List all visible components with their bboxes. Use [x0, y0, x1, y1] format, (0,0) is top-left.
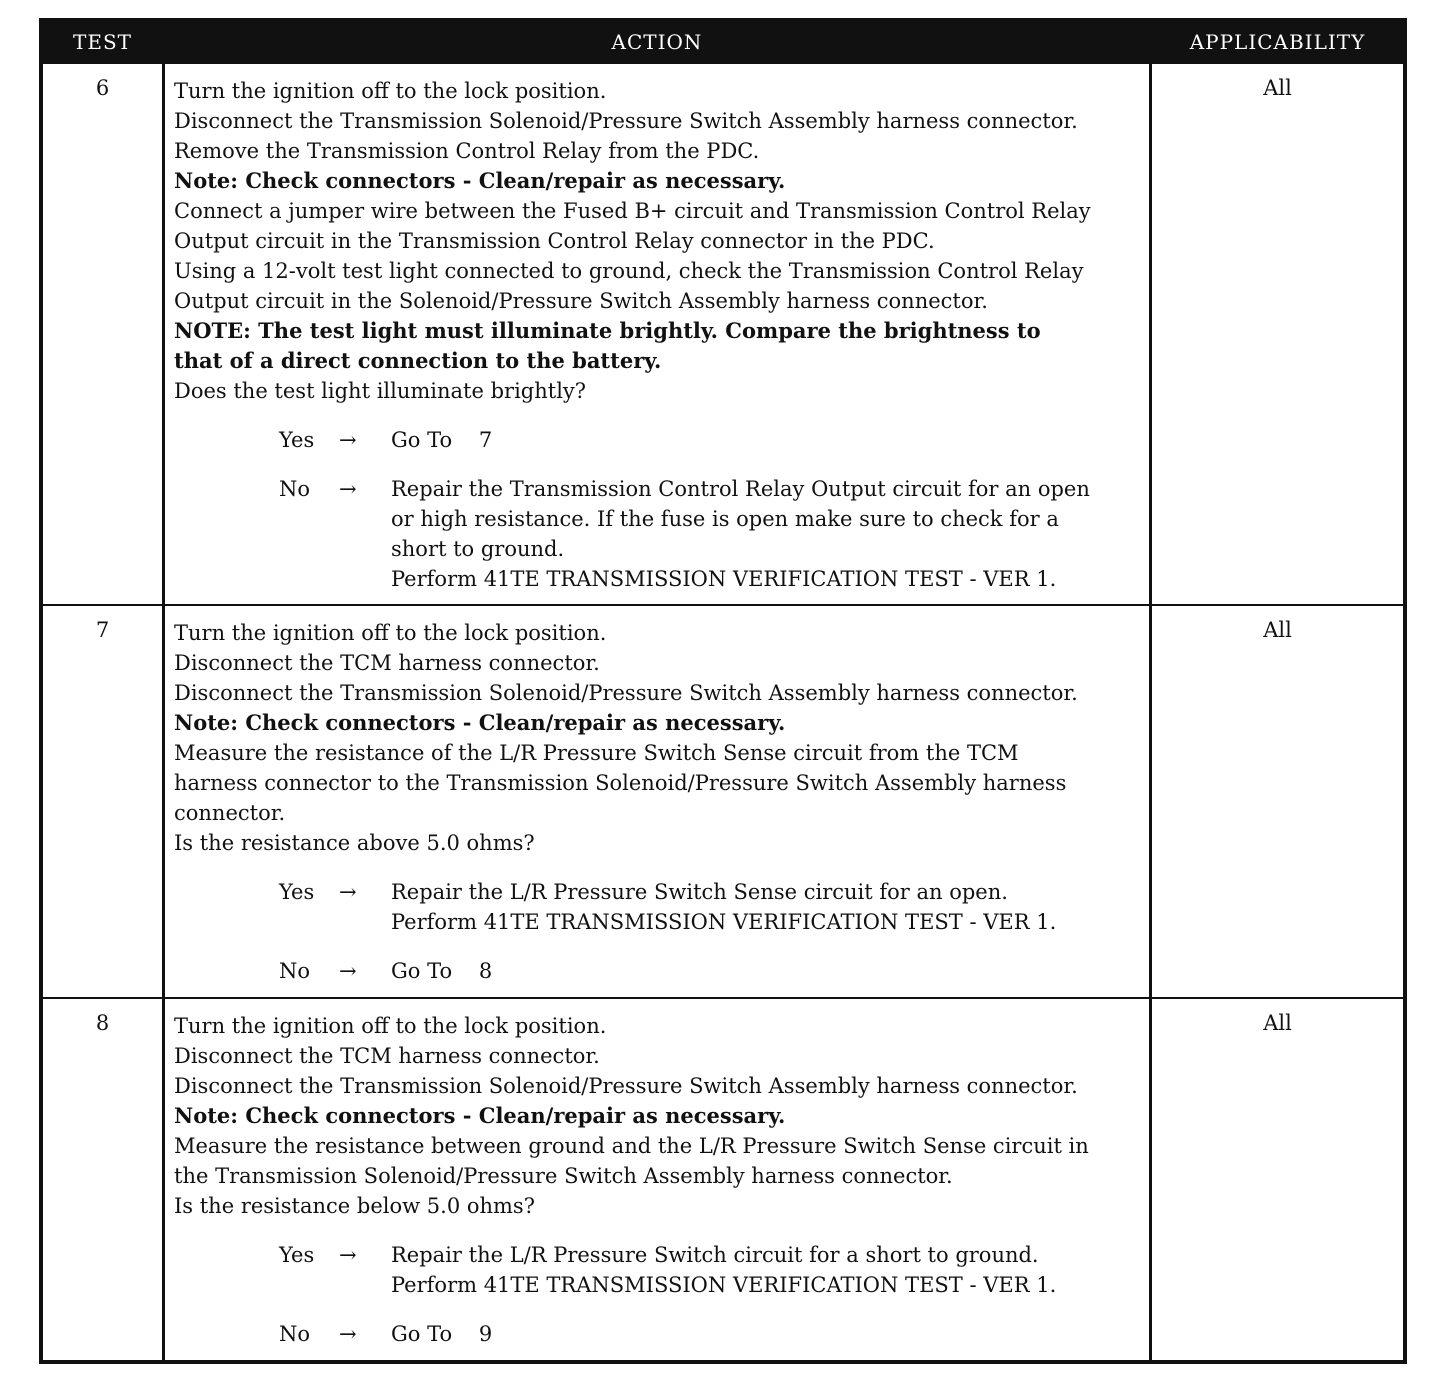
action-line: Measure the resistance between ground and the L/R Pressure Switch Sense circuit in: [174, 1134, 1089, 1158]
action-cell: [162, 999, 1152, 1360]
action-line: Turn the ignition off to the lock position.: [174, 621, 607, 645]
action-line: the Transmission Solenoid/Pressure Switch Assembly harness connector.: [174, 1164, 953, 1188]
outcome-line: or high resistance. If the fuse is open make sure to check for a: [391, 507, 1059, 531]
note-line: Note: Check connectors - Clean/repair as necessary.: [174, 168, 786, 193]
no-outcome: [391, 956, 1143, 986]
table-row: [43, 604, 1403, 997]
note-line: Note: Check connectors - Clean/repair as necessary.: [174, 710, 786, 735]
arrow-icon: →: [339, 959, 357, 983]
outcome-line: Perform 41TE TRANSMISSION VERIFICATION TEST - VER 1.: [391, 1273, 1057, 1297]
action-line: Disconnect the TCM harness connector.: [174, 651, 600, 675]
arrow-icon: →: [339, 477, 357, 501]
question-line: Does the test light illuminate brightly?: [174, 379, 587, 403]
note-line: NOTE: The test light must illuminate brightly. Compare the brightness to: [174, 318, 1041, 343]
yes-result: [174, 1240, 1143, 1300]
yes-outcome: [391, 425, 1143, 455]
action-line: Turn the ignition off to the lock position.: [174, 79, 607, 103]
outcome-line: Perform 41TE TRANSMISSION VERIFICATION TEST - VER 1.: [391, 567, 1057, 591]
yes-outcome: [391, 877, 1143, 937]
header-action: ACTION: [611, 30, 703, 54]
note-line: that of a direct connection to the battery.: [174, 348, 662, 373]
yes-label: Yes: [279, 880, 315, 904]
action-line: Remove the Transmission Control Relay from the PDC.: [174, 139, 760, 163]
action-cell: [162, 606, 1152, 997]
arrow-icon: →: [339, 880, 357, 904]
no-outcome: [391, 1319, 1143, 1349]
action-line: Output circuit in the Transmission Control Relay connector in the PDC.: [174, 229, 935, 253]
no-result: [174, 956, 1143, 986]
outcome-line: Repair the L/R Pressure Switch Sense circuit for an open.: [391, 880, 1008, 904]
action-line: Disconnect the TCM harness connector.: [174, 1044, 600, 1068]
yes-result: [174, 877, 1143, 937]
question-line: Is the resistance below 5.0 ohms?: [174, 1194, 535, 1218]
question-line: Is the resistance above 5.0 ohms?: [174, 831, 535, 855]
action-line: Connect a jumper wire between the Fused B+ circuit and Transmission Control Relay: [174, 199, 1091, 223]
table-header: [43, 22, 1403, 62]
arrow-icon: →: [339, 1243, 357, 1267]
outcome-line: Repair the L/R Pressure Switch circuit for a short to ground.: [391, 1243, 1039, 1267]
action-line: Measure the resistance of the L/R Pressure Switch Sense circuit from the TCM: [174, 741, 1019, 765]
outcome-line: Go To 8: [391, 959, 493, 983]
yes-label: Yes: [279, 428, 315, 452]
action-line: Disconnect the Transmission Solenoid/Pressure Switch Assembly harness connector.: [174, 1074, 1078, 1098]
yes-label: Yes: [279, 1243, 315, 1267]
action-line: Disconnect the Transmission Solenoid/Pressure Switch Assembly harness connector.: [174, 681, 1078, 705]
applicability: All: [1263, 618, 1292, 642]
arrow-icon: →: [339, 1322, 357, 1346]
no-label: No: [279, 477, 311, 501]
note-line: Note: Check connectors - Clean/repair as necessary.: [174, 1103, 786, 1128]
action-cell: [162, 64, 1152, 604]
applicability: All: [1263, 1011, 1292, 1035]
action-line: Disconnect the Transmission Solenoid/Pressure Switch Assembly harness connector.: [174, 109, 1078, 133]
action-line: Using a 12-volt test light connected to ground, check the Transmission Control Relay: [174, 259, 1084, 283]
table-row: [43, 62, 1403, 604]
no-label: No: [279, 959, 311, 983]
diagnostic-table: [39, 18, 1407, 1364]
yes-outcome: [391, 1240, 1143, 1300]
arrow-icon: →: [339, 428, 357, 452]
no-outcome: [391, 474, 1143, 594]
no-label: No: [279, 1322, 311, 1346]
action-line: connector.: [174, 801, 286, 825]
outcome-line: Perform 41TE TRANSMISSION VERIFICATION TEST - VER 1.: [391, 910, 1057, 934]
action-line: Turn the ignition off to the lock position.: [174, 1014, 607, 1038]
table-row: [43, 997, 1403, 1360]
no-result: [174, 474, 1143, 594]
action-line: harness connector to the Transmission Solenoid/Pressure Switch Assembly harness: [174, 771, 1067, 795]
test-number: 8: [95, 1011, 110, 1035]
header-applicability: APPLICABILITY: [1189, 30, 1366, 54]
yes-result: [174, 425, 1143, 455]
outcome-line: Go To 9: [391, 1322, 493, 1346]
no-result: [174, 1319, 1143, 1349]
outcome-line: Go To 7: [391, 428, 493, 452]
applicability: All: [1263, 76, 1292, 100]
test-number: 7: [95, 618, 110, 642]
action-line: Output circuit in the Solenoid/Pressure Switch Assembly harness connector.: [174, 289, 988, 313]
outcome-line: short to ground.: [391, 537, 565, 561]
outcome-line: Repair the Transmission Control Relay Output circuit for an open: [391, 477, 1090, 501]
header-test: TEST: [73, 30, 132, 54]
test-number: 6: [95, 76, 110, 100]
